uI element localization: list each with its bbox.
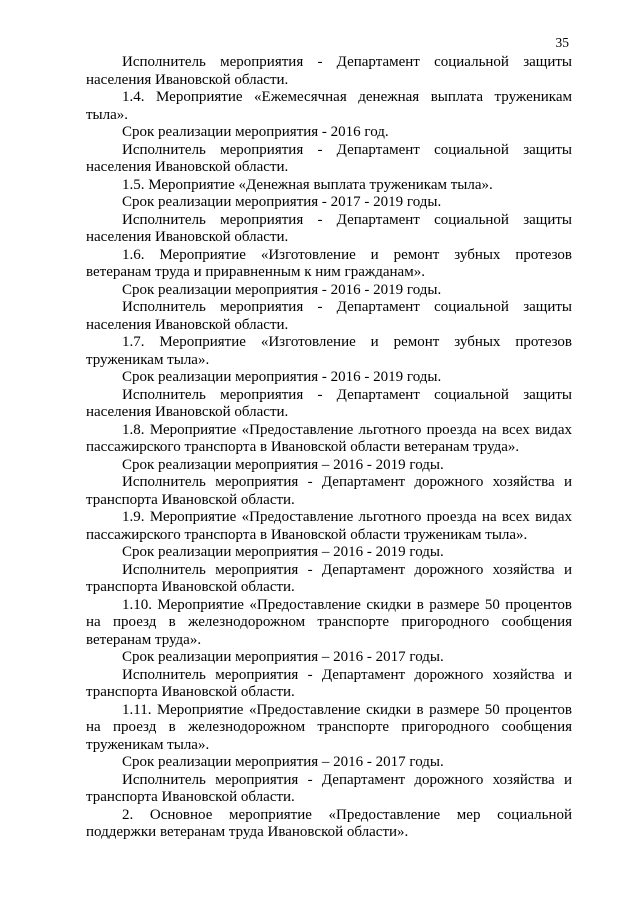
- paragraph: 1.8. Мероприятие «Предоставление льготного проезда на всех видах пассажирского транспорта в Ивановской области ветеранам труда».: [86, 421, 572, 455]
- paragraph: 1.4. Мероприятие «Ежемесячная денежная выплата труженикам тыла».: [86, 89, 572, 123]
- paragraph: 1.7. Мероприятие «Изготовление и ремонт зубных протезов труженикам тыла».: [86, 334, 572, 368]
- paragraph: Срок реализации мероприятия – 2016 - 2017 годы.: [122, 649, 444, 665]
- paragraph: Исполнитель мероприятия - Департамент дорожного хозяйства и транспорта Ивановской области.: [86, 666, 572, 700]
- paragraph: Срок реализации мероприятия - 2016 - 2019 годы.: [122, 281, 442, 298]
- document-body: [86, 54, 572, 842]
- paragraph: Исполнитель мероприятия - Департамент социальной защиты населения Ивановской области.: [86, 141, 572, 175]
- paragraph: Исполнитель мероприятия - Департамент социальной защиты населения Ивановской области.: [86, 211, 572, 245]
- page-number: 35: [555, 35, 569, 50]
- paragraph: Срок реализации мероприятия - 2017 - 2019 годы.: [122, 194, 442, 210]
- paragraph: 2. Основное мероприятие «Предоставление мер социальной поддержки ветеранам труда Ивановской области».: [86, 806, 572, 840]
- paragraph: Срок реализации мероприятия - 2016 - 2019 годы.: [122, 369, 442, 385]
- paragraph: Срок реализации мероприятия – 2016 - 2019 годы.: [122, 456, 444, 473]
- paragraph: 1.5. Мероприятие «Денежная выплата труженикам тыла».: [122, 176, 493, 193]
- paragraph: Исполнитель мероприятия - Департамент социальной защиты населения Ивановской области.: [86, 54, 572, 88]
- paragraph: Исполнитель мероприятия - Департамент дорожного хозяйства и транспорта Ивановской области.: [86, 561, 572, 595]
- paragraph: Исполнитель мероприятия - Департамент дорожного хозяйства и транспорта Ивановской области.: [86, 771, 572, 805]
- paragraph: 1.10. Мероприятие «Предоставление скидки в размере 50 процентов на проезд в железнодорожном транспорте пригородного сообщения ветеранам труда».: [86, 596, 572, 648]
- paragraph: Исполнитель мероприятия - Департамент социальной защиты населения Ивановской области.: [86, 386, 572, 420]
- paragraph: 1.9. Мероприятие «Предоставление льготного проезда на всех видах пассажирского транспорта в Ивановской области труженикам тыла».: [86, 509, 572, 543]
- paragraph: Исполнитель мероприятия - Департамент социальной защиты населения Ивановской области.: [86, 299, 572, 333]
- paragraph: 1.6. Мероприятие «Изготовление и ремонт зубных протезов ветеранам труда и приравненным к ним гражданам».: [86, 246, 572, 280]
- paragraph: Срок реализации мероприятия – 2016 - 2017 годы.: [122, 754, 444, 770]
- paragraph: Исполнитель мероприятия - Департамент дорожного хозяйства и транспорта Ивановской области.: [86, 474, 572, 508]
- paragraph: 1.11. Мероприятие «Предоставление скидки в размере 50 процентов на проезд в железнодорожном транспорте пригородного сообщения труженикам тыла».: [86, 701, 572, 753]
- paragraph: Срок реализации мероприятия – 2016 - 2019 годы.: [122, 544, 444, 560]
- paragraph: Срок реализации мероприятия - 2016 год.: [122, 124, 389, 140]
